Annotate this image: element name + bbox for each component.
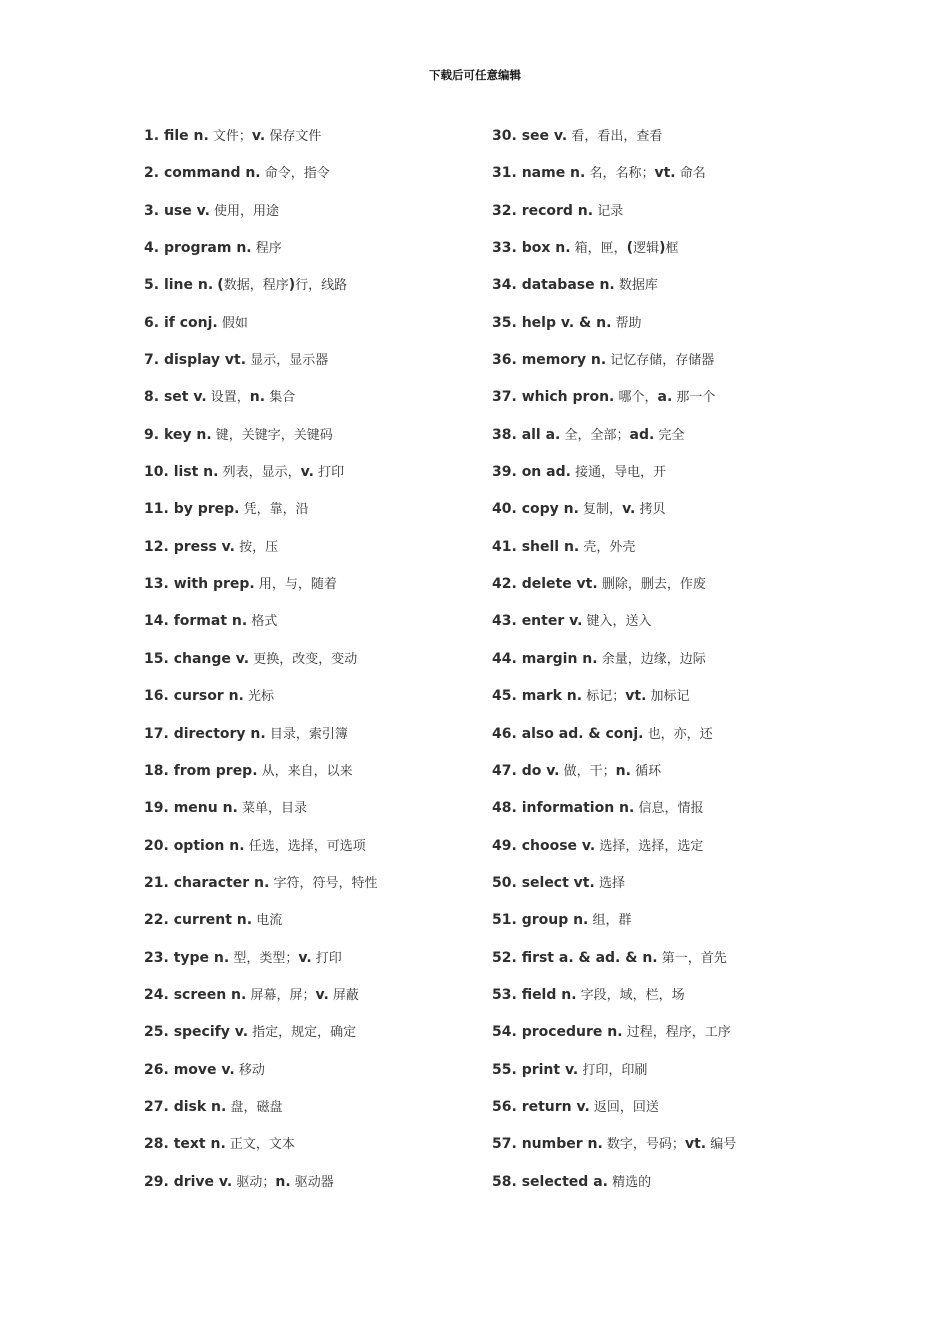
entry-term: format n. (173, 613, 248, 630)
entry-definition: 屏幕，屏； (246, 987, 316, 1003)
entry-number: 8. (144, 389, 164, 406)
page-header: 下载后可任意编辑 (429, 68, 521, 82)
entry-number: 31. (492, 165, 522, 182)
vocab-entry (144, 529, 377, 566)
entry-number: 41. (492, 538, 522, 555)
vocab-entry (492, 417, 736, 454)
entry-term: return v. (521, 1098, 590, 1115)
vocab-entry (144, 1164, 377, 1201)
vocab-entry (492, 641, 736, 678)
entry-term: v. (298, 949, 312, 966)
entry-number: 44. (492, 650, 522, 667)
entry-term: choose v. (521, 837, 596, 854)
entry-definition: 拷贝 (635, 502, 666, 518)
entry-term: use v. (163, 202, 210, 219)
entry-definition: 键入，送入 (582, 614, 652, 630)
vocab-entry (144, 230, 377, 267)
entry-number: 22. (144, 912, 174, 929)
entry-definition: 集合 (265, 390, 296, 406)
vocab-column-right (492, 118, 736, 1201)
entry-term: if conj. (163, 314, 218, 331)
entry-definition: 驱动； (232, 1174, 276, 1190)
entry-definition: 打印 (311, 950, 342, 966)
entry-term: cursor n. (173, 688, 244, 705)
vocab-entry (144, 678, 377, 715)
vocab-entry (492, 342, 736, 379)
entry-term: directory n. (173, 725, 266, 742)
entry-term: type n. (173, 949, 230, 966)
entry-term: list n. (173, 464, 219, 481)
entry-term: vt. (625, 688, 647, 705)
entry-term: n. (615, 762, 631, 779)
entry-number: 34. (492, 277, 522, 294)
vocab-entry (144, 716, 377, 753)
vocab-entry (144, 865, 377, 902)
entry-number: 37. (492, 389, 522, 406)
vocab-entry (492, 678, 736, 715)
vocab-entry (144, 790, 377, 827)
entry-term: menu n. (173, 800, 238, 817)
entry-definition: 使用，用途 (209, 203, 280, 219)
entry-definition: 框 (665, 241, 679, 257)
entry-number: 5. (144, 277, 164, 294)
entry-term: also ad. & conj. (521, 725, 644, 742)
entry-definition: 字符，符号，特性 (269, 875, 378, 891)
entry-definition: 程序 (251, 241, 282, 257)
entry-term: all a. (521, 426, 561, 443)
vocab-entry (144, 828, 377, 865)
vocab-entry (492, 305, 736, 342)
entry-term: vt. (684, 1136, 707, 1153)
entry-definition: 保存文件 (265, 129, 322, 144)
entry-number: 38. (492, 426, 522, 443)
entry-term: n. (249, 389, 266, 406)
entry-term: text n. (173, 1136, 226, 1153)
entry-term: with prep. (173, 576, 255, 593)
entry-term: ad. (629, 426, 655, 443)
entry-number: 2. (144, 165, 164, 182)
entry-term: box n. (521, 240, 571, 257)
vocab-entry (492, 118, 736, 155)
entry-definition: 用，与，随着 (254, 577, 337, 593)
entry-term: v. (251, 128, 266, 144)
entry-definition: 也，亦，还 (643, 726, 713, 742)
vocab-entry (492, 716, 736, 753)
entry-number: 43. (492, 613, 522, 630)
entry-definition: 驱动器 (290, 1174, 334, 1190)
vocab-entry (144, 940, 377, 977)
entry-definition: 帮助 (611, 315, 642, 331)
entry-number: 24. (144, 986, 174, 1003)
entry-term: field n. (521, 986, 577, 1003)
entry-term: ) (288, 277, 296, 294)
entry-definition: 完全 (654, 427, 685, 443)
entry-definition: 选择，选择，选定 (595, 838, 704, 854)
vocab-entry (492, 790, 736, 827)
entry-definition: 过程，程序，工序 (622, 1025, 731, 1041)
entry-definition: 编号 (706, 1137, 737, 1153)
entry-definition: 屏蔽 (328, 987, 359, 1003)
entry-term: disk n. (173, 1098, 227, 1115)
vocab-entry (492, 155, 736, 192)
entry-term: screen n. (173, 986, 247, 1003)
vocab-entry (144, 193, 377, 230)
vocab-entry (144, 1014, 377, 1051)
entry-definition: 循环 (630, 763, 662, 779)
vocab-entry (492, 753, 736, 790)
entry-number: 32. (492, 202, 522, 219)
entry-definition: 凭，靠，沿 (239, 502, 309, 518)
entry-definition: 键，关键字，关键码 (211, 427, 333, 443)
vocab-entry (144, 641, 377, 678)
entry-term: selected a. (521, 1173, 608, 1190)
entry-definition: 命令，指令 (260, 166, 330, 182)
entry-definition: 余量，边缘，边际 (597, 651, 706, 667)
entry-definition: 设置， (206, 390, 250, 406)
entry-definition: 更换，改变，变动 (249, 651, 358, 667)
entry-term: memory n. (521, 352, 607, 369)
vocab-entry (144, 379, 377, 416)
entry-term: current n. (173, 912, 253, 929)
entry-definition: 删除，删去，作废 (597, 577, 706, 593)
entry-definition: 接通，导电，开 (570, 465, 667, 481)
entry-number: 56. (492, 1098, 522, 1115)
entry-term: information n. (521, 800, 635, 817)
entry-definition: 标记； (582, 689, 626, 705)
entry-term: option n. (173, 837, 245, 854)
vocab-entry (144, 342, 377, 379)
entry-definition: 盘，磁盘 (226, 1099, 283, 1115)
entry-definition: 数据库 (614, 278, 658, 294)
entry-definition: 打印 (313, 465, 345, 481)
entry-definition: 按，压 (234, 539, 279, 555)
entry-term: help v. & n. (521, 314, 612, 331)
vocab-entry (144, 902, 377, 939)
entry-definition: 电流 (252, 913, 283, 929)
entry-term: specify v. (173, 1024, 249, 1041)
entry-number: 48. (492, 800, 522, 817)
entry-term: key n. (163, 426, 212, 443)
entry-number: 17. (144, 725, 174, 742)
entry-term: which pron. (521, 389, 615, 406)
entry-term: record n. (521, 202, 594, 219)
entry-number: 4. (144, 240, 164, 257)
entry-number: 33. (492, 240, 522, 257)
entry-definition: 记录 (593, 203, 624, 219)
entry-number: 26. (144, 1061, 174, 1078)
entry-definition: 信息，情报 (634, 801, 704, 817)
vocab-entry (492, 865, 736, 902)
entry-term: group n. (521, 912, 589, 929)
entry-number: 16. (144, 688, 174, 705)
entry-definition: 选择 (594, 875, 625, 891)
vocab-entry (144, 417, 377, 454)
vocab-column-left (144, 118, 377, 1201)
entry-term: delete vt. (521, 576, 598, 593)
vocab-entry (144, 491, 377, 528)
entry-term: drive v. (173, 1173, 233, 1190)
entry-term: press v. (173, 538, 235, 555)
entry-definition: 移动 (234, 1062, 265, 1078)
entry-definition: 那一个 (672, 390, 716, 406)
entry-definition: 哪个， (614, 390, 658, 406)
entry-number: 10. (144, 464, 174, 481)
entry-term: name n. (521, 165, 586, 182)
entry-definition: 逻辑 (633, 241, 660, 257)
entry-number: 52. (492, 949, 522, 966)
entry-number: 15. (144, 650, 174, 667)
entry-definition: 精选的 (607, 1174, 652, 1190)
vocab-entry (144, 454, 377, 491)
entry-term: see v. (521, 128, 568, 144)
entry-term: line n. (163, 277, 214, 294)
vocab-entry (492, 1089, 736, 1126)
entry-number: 29. (144, 1173, 174, 1190)
entry-term: program n. (163, 240, 252, 257)
entry-number: 1. (144, 128, 164, 144)
entry-number: 54. (492, 1024, 522, 1041)
entry-term: procedure n. (521, 1024, 623, 1041)
entry-term: select vt. (521, 874, 595, 891)
vocab-entry (492, 977, 736, 1014)
vocab-entry (492, 379, 736, 416)
entry-number: 55. (492, 1061, 522, 1078)
entry-term: vt. (654, 165, 676, 182)
entry-number: 46. (492, 725, 522, 742)
entry-term: change v. (173, 650, 250, 667)
entry-number: 21. (144, 874, 174, 891)
entry-number: 20. (144, 837, 174, 854)
vocab-entry (492, 566, 736, 603)
entry-number: 39. (492, 464, 522, 481)
vocab-entry (492, 603, 736, 640)
entry-definition: 返回，回送 (589, 1099, 659, 1115)
vocab-entry (492, 454, 736, 491)
entry-definition: 看，看出，查看 (567, 129, 663, 144)
entry-number: 7. (144, 352, 164, 369)
entry-number: 9. (144, 426, 164, 443)
vocab-entry (144, 603, 377, 640)
vocab-entry (492, 193, 736, 230)
entry-number: 30. (492, 128, 522, 144)
entry-number: 58. (492, 1173, 522, 1190)
vocab-entry (492, 491, 736, 528)
entry-definition: 光标 (243, 689, 275, 705)
vocab-entry (144, 977, 377, 1014)
vocab-entry (492, 529, 736, 566)
entry-definition: 名，名称； (585, 166, 655, 182)
entry-term: command n. (163, 165, 261, 182)
entry-definition: 全，全部； (560, 427, 630, 443)
entry-term: copy n. (521, 501, 579, 518)
entry-term: n. (275, 1173, 291, 1190)
entry-number: 36. (492, 352, 522, 369)
vocab-entry (492, 902, 736, 939)
entry-definition: 数字，号码； (602, 1137, 685, 1153)
entry-term: margin n. (521, 650, 598, 667)
entry-definition: 做，干； (559, 763, 616, 779)
vocab-entry (492, 1126, 736, 1163)
entry-definition: 壳，外壳 (579, 539, 636, 555)
entry-number: 3. (144, 202, 164, 219)
vocab-entry (492, 1014, 736, 1051)
entry-number: 49. (492, 837, 522, 854)
entry-number: 11. (144, 501, 174, 518)
entry-number: 25. (144, 1024, 174, 1041)
entry-number: 28. (144, 1136, 174, 1153)
entry-term: from prep. (173, 762, 258, 779)
entry-term: v. (622, 501, 636, 518)
entry-term: display vt. (163, 352, 247, 369)
entry-number: 18. (144, 762, 174, 779)
entry-definition: 列表，显示， (218, 465, 301, 481)
entry-term: file n. (163, 128, 209, 144)
vocab-entry (144, 1052, 377, 1089)
entry-number: 45. (492, 688, 522, 705)
vocab-entry (144, 566, 377, 603)
entry-term: character n. (173, 874, 270, 891)
entry-definition: 加标记 (646, 689, 690, 705)
entry-number: 19. (144, 800, 174, 817)
entry-term: ( (626, 240, 634, 257)
entry-term: number n. (521, 1136, 603, 1153)
entry-definition: 文件； (208, 129, 252, 144)
entry-term: a. (657, 389, 673, 406)
entry-definition: 打印，印刷 (578, 1062, 648, 1078)
entry-term: move v. (173, 1061, 235, 1078)
entry-number: 12. (144, 538, 174, 555)
entry-term: mark n. (521, 688, 583, 705)
entry-term: enter v. (521, 613, 583, 630)
entry-term: ) (659, 240, 666, 257)
entry-term: by prep. (173, 501, 240, 518)
entry-number: 13. (144, 576, 174, 593)
entry-number: 57. (492, 1136, 522, 1153)
entry-term: database n. (521, 277, 615, 294)
entry-number: 53. (492, 986, 522, 1003)
entry-definition: 字段，域，栏，场 (576, 987, 685, 1003)
vocab-entry (144, 1126, 377, 1163)
entry-number: 50. (492, 874, 522, 891)
entry-number: 35. (492, 314, 522, 331)
entry-number: 51. (492, 912, 522, 929)
entry-definition: 型，类型； (229, 950, 299, 966)
entry-definition: 显示，显示器 (246, 353, 329, 369)
entry-number: 42. (492, 576, 522, 593)
vocab-entry (492, 1164, 736, 1201)
entry-number: 6. (144, 314, 164, 331)
entry-definition: 数据，程序 (223, 278, 289, 294)
vocab-entry (144, 753, 377, 790)
vocab-entry (144, 305, 377, 342)
entry-definition: 组，群 (588, 913, 632, 929)
vocab-entry (492, 828, 736, 865)
entry-definition: 菜单，目录 (237, 801, 308, 817)
entry-definition: 假如 (217, 315, 248, 331)
entry-term: first a. & ad. & n. (521, 949, 658, 966)
entry-term: do v. (521, 762, 560, 779)
entry-definition: 目录，索引簿 (265, 726, 348, 742)
entry-definition: 记忆存储，存储器 (606, 353, 715, 369)
entry-definition: 复制， (578, 502, 623, 518)
entry-number: 47. (492, 762, 522, 779)
entry-number: 23. (144, 949, 174, 966)
entry-definition: 第一，首先 (657, 950, 727, 966)
entry-number: 40. (492, 501, 522, 518)
vocab-entry (144, 1089, 377, 1126)
vocab-entry (144, 267, 377, 304)
entry-number: 14. (144, 613, 174, 630)
entry-term: v. (315, 986, 329, 1003)
vocab-entry (492, 940, 736, 977)
vocab-entry (492, 267, 736, 304)
entry-definition: 箱，匣， (570, 241, 627, 257)
entry-definition: 任选，选择，可选项 (244, 838, 366, 854)
entry-term: v. (300, 464, 314, 481)
entry-number: 27. (144, 1098, 174, 1115)
entry-term: ( (217, 277, 224, 294)
entry-definition: 指定，规定，确定 (248, 1025, 357, 1041)
entry-definition: 格式 (247, 614, 278, 630)
vocab-entry (492, 1052, 736, 1089)
entry-definition: 从，来自，以来 (257, 763, 353, 779)
vocab-entry (492, 230, 736, 267)
entry-term: shell n. (521, 538, 580, 555)
entry-term: set v. (163, 389, 207, 406)
vocab-entry (144, 155, 377, 192)
entry-term: on ad. (521, 464, 571, 481)
entry-term: print v. (521, 1061, 579, 1078)
entry-definition: 正文，文本 (225, 1137, 295, 1153)
entry-definition: 命名 (675, 166, 706, 182)
vocab-entry (144, 118, 377, 155)
entry-definition: 行，线路 (295, 278, 348, 294)
